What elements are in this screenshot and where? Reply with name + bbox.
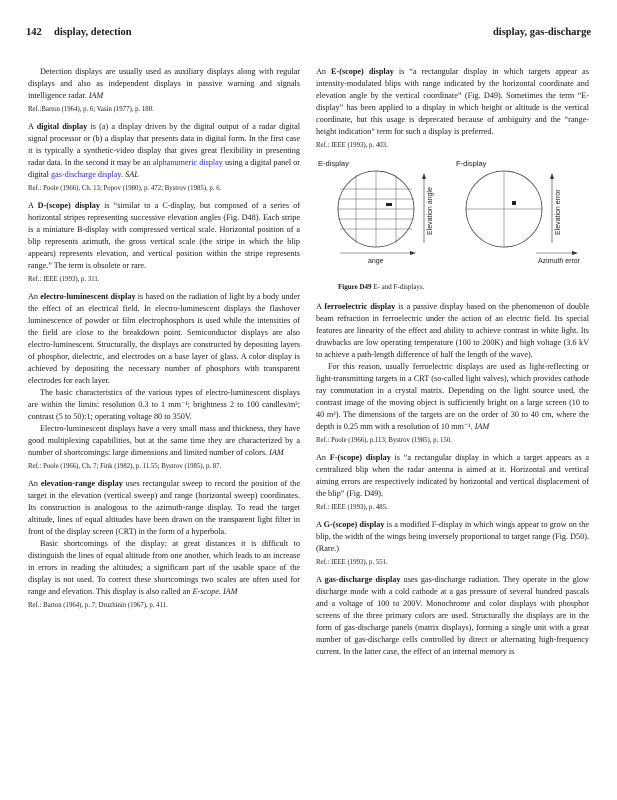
article: A	[316, 520, 322, 529]
arrow-head-icon	[410, 251, 416, 255]
entry-gas-discharge-display	[316, 574, 589, 658]
paragraph-detection-displays	[28, 66, 300, 102]
paragraph-text: For this reason, usually ferroelectric displays are used as light-reflecting or light-transmitting targets in a CRT (so-called light valves), which provides cathode ray commutation in a crystal matrix. Depending on the light source used, the contrast image of the moving object is sufficiently bright on a large screen (10 to 40 m²). The dimensions of the targets are on the order of 30 to 40 cm, where the depth is 0.25 mm with a resolution of 10 mm⁻¹.	[316, 362, 589, 431]
article: A	[28, 122, 34, 131]
arrow-head-icon	[422, 173, 426, 179]
article: An	[316, 67, 327, 76]
entry-g-scope-display	[316, 519, 589, 555]
paragraph-text: is a passive display based on the phenomenon of double beam refraction in ferroelectric under the action of an electric field. Its special features are linearity of the effect and ability to achieve contrast in white light. Its drawbacks are low operating temperature (100 to 200K) and high voltage (3.6 kV to achieve a path-length difference of half the length of the wave).	[316, 302, 590, 359]
paragraph-text: Basic shortcomings of the display: at great distances it is difficult to distinguish the lines of equal altitude from one another, which leads to an increase in errors in reading the altitudes; a significant part of the usable space of the display is not used. To correct these shortcomings two scales are often used for range and elevation. This display is also called an	[28, 539, 300, 596]
article: An	[316, 453, 327, 462]
figure-number: Figure D49	[338, 283, 372, 291]
f-display-blip	[512, 201, 516, 205]
paragraph-text: using a digital panel or digital	[28, 158, 301, 179]
entry-e-scope-display	[316, 66, 589, 138]
author-initials: IAM	[222, 587, 238, 596]
reference-line: Ref.: Poole (1966), p.113; Bystrov (1985), p. 150.	[316, 437, 452, 444]
entry-term: E-(scope) display	[331, 67, 394, 76]
figure-caption-text: E- and F-displays.	[373, 283, 425, 291]
running-head-right: display, gas-discharge	[492, 27, 591, 38]
figure-d49-illustration	[316, 157, 589, 269]
paragraph-text: uses rectangular sweep to record the position of the target in the elevation (vertical sweep) and range (horizontal sweep) coordinates. Its construction is analogous to the azimuth-range display. To read the target altitude, lines of equal altitudes have been drawn on the transparent light filter in front of the display screen (CRT) in the form of a hyperbola.	[28, 479, 301, 536]
author-initials: IAM	[88, 91, 104, 100]
paragraph-text: is “a rectangular display in which a target appears as a centralized blip when the radar antenna is aimed at it. Horizontal and vertical aiming errors are respectively indicated by horizontal and vertical displacement of the blip” (Fig. D49).	[316, 453, 589, 498]
italic-term: E-scope.	[192, 587, 221, 596]
author-initials: SAL	[125, 170, 139, 179]
entry-elevation-range-display	[28, 478, 300, 538]
reference-line: Ref.:Barton (1964), p. 6; Vasin (1977), p. 180.	[28, 106, 154, 113]
paragraph-shortcomings	[28, 423, 300, 459]
f-display-label: F-display	[456, 159, 487, 168]
entry-term: D-(scope) display	[37, 201, 100, 210]
article: A	[316, 302, 322, 311]
link-gas-discharge-display[interactable]: gas-discharge display	[50, 170, 121, 179]
author-initials: IAM	[269, 448, 284, 457]
paragraph-text: is based on the radiation of light by a body under the effect of an electrical field. In electro-luminescent displays the flashover luminescence of powder or film electrophosphors is used while the intensities of the field are close to the breakdown point. Semiconductor displays are also electro-luminescent. Structurally, the displays are constructed by depositing layers of phosphor, dielectric, and electrodes on a base layer of glass. A color display is achieved by depositing the necessary number of phosphors with transparent electrodes for each layer.	[28, 292, 300, 385]
author-initials: IAM	[474, 422, 490, 431]
figure-caption	[316, 281, 589, 293]
article: A	[316, 575, 322, 584]
elevation-angle-label: Elevation angle	[427, 187, 434, 235]
article: A	[28, 201, 34, 210]
entry-term: F-(scope) display	[329, 453, 391, 462]
paragraph-text: is “a rectangular display in which targets appear as intensity-modulated blips with range indicated by the horizontal coordinate and elevation angle by the vertical coordinate” (Fig. D49). Sometimes the term “E-display” has been applied to a display in which height or altitude is the vertical coordinate, but this usage is deprecated because of ambiguity and the “range-height indication” term for such a display is preferred.	[316, 67, 590, 136]
elevation-error-label: Elevation error	[555, 189, 562, 235]
arrow-head-icon	[572, 251, 578, 255]
link-alphanumeric-display[interactable]: alphanumeric display	[152, 158, 223, 167]
entry-digital-display	[28, 121, 300, 181]
entry-electro-luminescent-display	[28, 291, 300, 387]
article: An	[28, 479, 39, 488]
reference-line: Ref.: Poole (1966), Ch. 7; Fink (1982), p. 11.55; Bystrov (1985), p. 87.	[28, 463, 222, 470]
entry-ferroelectric-display	[316, 301, 589, 361]
arrow-head-icon	[550, 173, 554, 179]
article: An	[28, 292, 39, 301]
paragraph-text: Electro-luminescent displays have a very small mass and thickness, they have good multiplexing capabilities, but at the same time they are characterized by a number of shortcomings: large dimensions and limited number of colors.	[28, 424, 300, 457]
range-label: ange	[368, 258, 384, 265]
paragraph-text: is a modified F-display in which wings appear to grow on the blip, the width of the wings being inversely proportional to target range (Fig. D50). (Rare.)	[316, 520, 590, 553]
punctuation: .	[121, 170, 124, 179]
reference-line: Ref.: Poole (1966), Ch. 13; Popov (1980), p. 472; Bystrov (1985), p. 6.	[28, 185, 222, 192]
entry-d-scope-display	[28, 200, 300, 272]
entry-term: digital display	[36, 122, 88, 131]
figure-d49	[316, 157, 589, 277]
azimuth-error-label: Azimuth error	[538, 258, 581, 265]
entry-term: elevation-range display	[40, 479, 123, 488]
reference-line: Ref.: IEEE (1993), p. 311.	[28, 276, 100, 283]
entry-term: ferroelectric display	[324, 302, 396, 311]
reference-line: Ref.: IEEE (1993), p. 551.	[316, 559, 388, 566]
running-head-left: display, detection	[54, 27, 132, 38]
paragraph-text: is (a) a display driven by the digital output of a radar digital signal processor or (b) a display that presents data in digital form. In the first case it is typically a synthetic-video display that gives great flexibility in presenting radar data. In the second it may be an	[28, 122, 301, 167]
entry-term: gas-discharge display	[324, 575, 401, 584]
paragraph-ferroelectric-usage	[316, 361, 589, 433]
left-column	[28, 66, 300, 617]
paragraph-text: Detection displays are usually used as auxiliary displays along with regular displays and also as independent displays in passive warning and signals intelligence radar.	[28, 67, 300, 100]
page-header	[26, 27, 591, 43]
e-display-label: E-display	[318, 159, 349, 168]
entry-f-scope-display	[316, 452, 589, 500]
paragraph-basic-shortcomings	[28, 538, 300, 598]
paragraph-text: uses gas-discharge radiation. They operate in the glow discharge mode with a cold cathode at a gas pressure of several hundred pascals and a voltage of 100 to 200V. Monochrome and color displays with phosphor screens of the three primary colors are used. Structurally the displays are in the form of gas-discharge panels (matrix displays), forming a single unit with a great number of gas-discharge cells controlled by direct or alternating high-frequency current. In the latter case, the effect of an internal memory is	[316, 575, 590, 656]
e-display-blip	[386, 203, 392, 206]
reference-line: Ref.: IEEE (1993), p. 485.	[316, 504, 388, 511]
entry-term: G-(scope) display	[323, 520, 385, 529]
paragraph-text: is “similar to a C-display, but composed of a series of horizontal stripes representing successive elevation angles (Fig. D48). Each stripe is a miniature B-display with compressed vertical scale. Horizontal position of a blip represents azimuth, the gross vertical scale (the stripe in which the blip appears) represents elevation, and vertical position within the stripe represents range.” The term is obsolete or rare.	[28, 201, 300, 270]
reference-line: Ref.: Barton (1964), p. 7; Druzhinin (1967), p. 411.	[28, 602, 168, 609]
entry-term: electro-luminescent display	[40, 292, 136, 301]
reference-line: Ref.: IEEE (1993), p. 403.	[316, 142, 388, 149]
right-column	[316, 66, 589, 658]
paragraph-characteristics: The basic characteristics of the various types of electro-luminescent displays are within the limits: resolution 0.3 to 1 mm⁻¹; brightness 2 to 100 candles/m²; contrast (5 to 50):1; operating voltage 80 to 350V.	[28, 388, 300, 421]
page-number: 142	[26, 27, 42, 38]
